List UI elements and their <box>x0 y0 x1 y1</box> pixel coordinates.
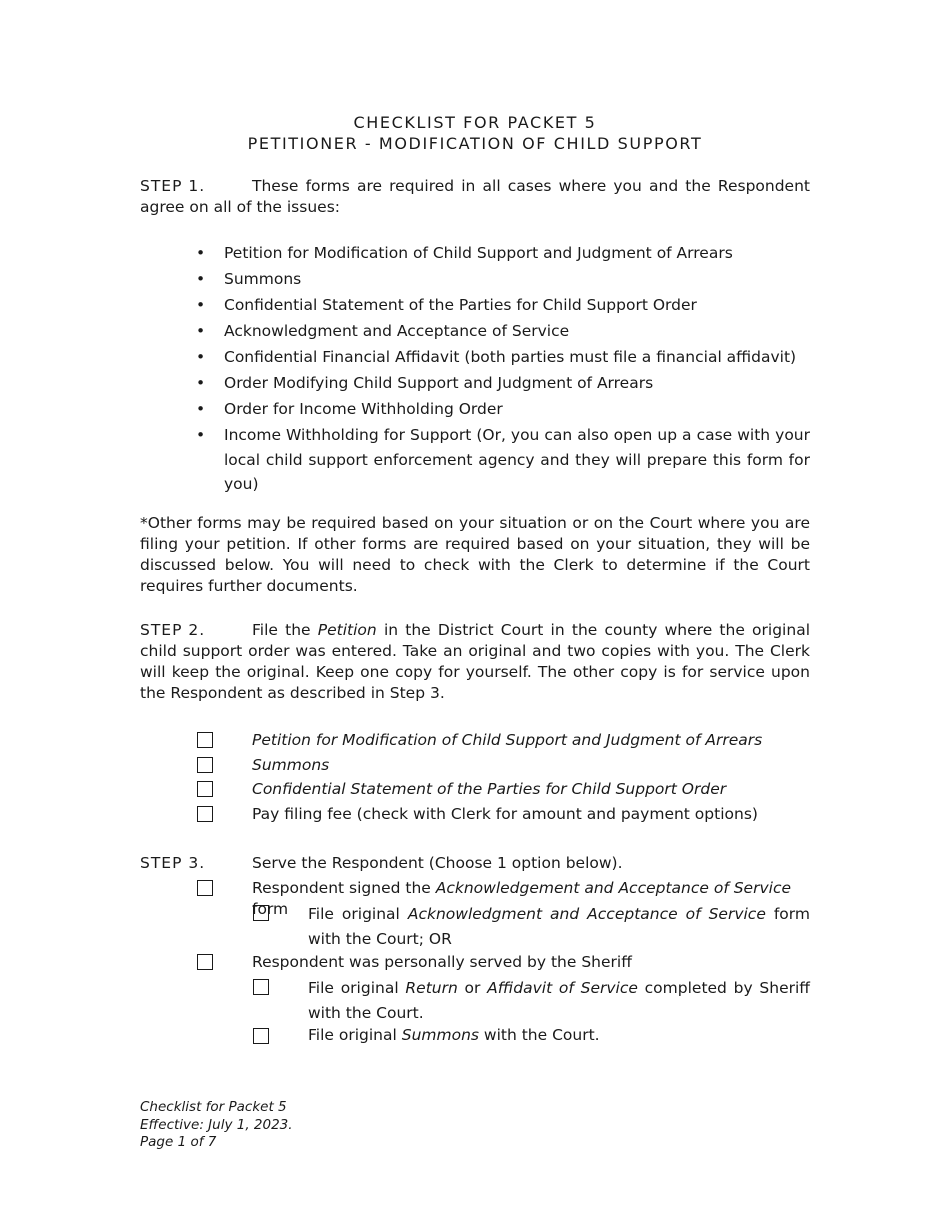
list-item: • Income Withholding for Support (Or, you can also open up a case with your local child support enforcement agency and they will prepare this form for you) <box>190 423 810 497</box>
option-text-emphasis: Affidavit of Service <box>487 979 638 997</box>
list-item: • Confidential Statement of the Parties for Child Support Order <box>190 293 810 318</box>
step1-label: STEP 1. <box>140 177 206 195</box>
list-item: • Summons <box>190 267 810 292</box>
step3-text: Serve the Respondent (Choose 1 option below). <box>252 854 623 872</box>
sub-option-file-acknowledgment <box>308 902 810 951</box>
option-text-emphasis: Acknowledgment and Acceptance of Service <box>407 905 766 923</box>
checkbox[interactable] <box>253 905 269 921</box>
checkbox[interactable] <box>197 757 213 773</box>
sub-option-file-return <box>308 976 810 1025</box>
list-item: • Acknowledgment and Acceptance of Service <box>190 319 810 344</box>
step1-text: These forms are required in all cases where you and the Respondent agree on all of the issues: <box>140 177 810 216</box>
page-footer <box>140 1099 293 1152</box>
option-text-mid: or <box>457 979 488 997</box>
checkbox[interactable] <box>197 880 213 896</box>
checkbox[interactable] <box>197 806 213 822</box>
step1-form-list <box>190 241 810 498</box>
check-label <box>252 779 726 800</box>
step1-paragraph <box>140 176 810 218</box>
check-label-text: Confidential Statement of the Parties for Child Support Order <box>252 780 727 798</box>
checkbox[interactable] <box>197 732 213 748</box>
title-line-1: CHECKLIST FOR PACKET 5 <box>353 113 597 132</box>
option-text-emphasis: Return <box>405 979 458 997</box>
step3-heading <box>140 853 810 874</box>
list-item: • Confidential Financial Affidavit (both parties must file a financial affidavit) <box>190 345 810 370</box>
step2-label: STEP 2. <box>140 621 206 639</box>
sub-option-file-summons <box>308 1025 810 1046</box>
option-text: File original <box>308 905 408 923</box>
option-text-rest: with the Court. <box>478 1026 600 1044</box>
title-line-2: PETITIONER - MODIFICATION OF CHILD SUPPORT <box>247 134 703 153</box>
step2-paragraph <box>140 620 810 704</box>
check-label <box>252 755 329 776</box>
option-sheriff: Respondent was personally served by the Sheriff <box>252 953 632 971</box>
checkbox[interactable] <box>253 1028 269 1044</box>
option-text: File original <box>308 1026 402 1044</box>
list-item: • Order Modifying Child Support and Judgment of Arrears <box>190 371 810 396</box>
list-item: • Order for Income Withholding Order <box>190 397 810 422</box>
checkbox[interactable] <box>197 781 213 797</box>
check-label-text: Pay filing fee (check with Clerk for amount and payment options) <box>252 805 758 823</box>
option-text-rest: form with the Court; OR <box>308 905 810 948</box>
checkbox[interactable] <box>197 954 213 970</box>
footer-packet: Checklist for Packet 5 <box>140 1099 287 1115</box>
footer-page-number: Page 1 of 7 <box>140 1134 217 1150</box>
checkbox[interactable] <box>253 979 269 995</box>
check-label-text: Petition for Modification of Child Support and Judgment of Arrears <box>252 731 763 749</box>
option-text-rest: form <box>252 900 289 918</box>
option-text-rest: completed by Sheriff with the Court. <box>308 979 810 1022</box>
check-label <box>252 730 762 751</box>
option-text-emphasis: Acknowledgement and Acceptance of Service <box>435 879 792 897</box>
step3-label: STEP 3. <box>140 854 206 872</box>
step2-text-rest: in the District Court in the county where the original child support order was entered. Take an original and two copies with you. The Clerk will keep the original. Keep one copy for yourself. The other copy is for service upon the Respondent as described in Step 3. <box>140 621 810 702</box>
footer-effective-date: Effective: July 1, 2023. <box>140 1116 293 1133</box>
option-text: Respondent signed the <box>252 879 436 897</box>
option-text-emphasis: Summons <box>401 1026 479 1044</box>
step2-text: File the <box>252 621 318 639</box>
document-title <box>140 112 810 154</box>
option-text: File original <box>308 979 406 997</box>
step2-text-emphasis: Petition <box>317 621 377 639</box>
check-label <box>252 804 758 825</box>
other-forms-note: *Other forms may be required based on your situation or on the Court where you are filing your petition. If other forms are required based on your situation, they will be discussed below. You will need to check with the Clerk to determine if the Court requires further documents. <box>140 514 810 595</box>
list-item: • Petition for Modification of Child Support and Judgment of Arrears <box>190 241 810 266</box>
check-label-text: Summons <box>252 756 330 774</box>
